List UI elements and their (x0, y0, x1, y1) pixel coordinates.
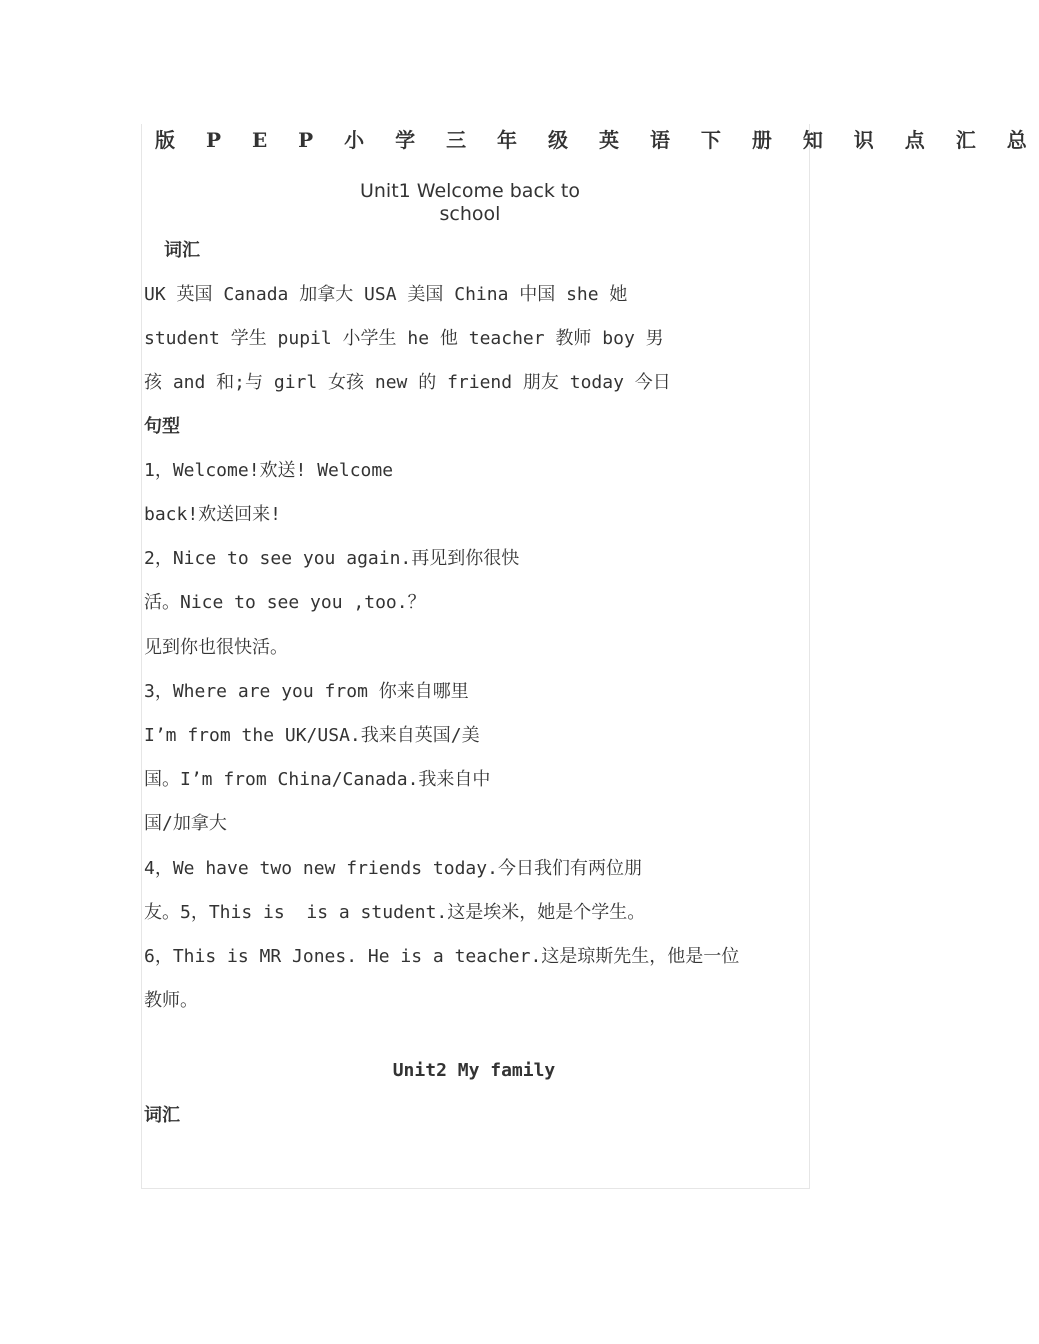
unit2-vocab-label: 词汇 (144, 1105, 180, 1126)
sentence-line-9: 国/加拿大 (144, 813, 227, 834)
unit1-vocab-line-3: 孩 and 和;与 girl 女孩 new 的 friend 朋友 today 今日 (144, 372, 671, 393)
sentence-line-6: 3，Where are you from 你来自哪里 (144, 681, 469, 702)
sentence-line-13: 教师。 (144, 990, 198, 1011)
sentence-line-5: 见到你也很快活。 (144, 637, 288, 658)
sentence-line-1: 1，Welcome!欢送! Welcome (144, 460, 394, 481)
unit2-heading: Unit2 My family (392, 1060, 556, 1081)
unit1-vocab-line-1: UK 英国 Canada 加拿大 USA 美国 China 中国 she 她 (144, 284, 628, 305)
sentence-line-3: 2，Nice to see you again.再见到你很快 (144, 548, 520, 569)
sentence-line-7: I’m from the UK/USA.我来自英国/美 (144, 725, 480, 746)
unit1-vocab-label: 词汇 (164, 240, 200, 261)
unit1-heading (300, 180, 640, 226)
sentence-line-10: 4，We have two new friends today.今日我们有两位朋 (144, 858, 642, 879)
unit1-sentence-label: 句型 (144, 416, 180, 437)
sentence-line-4: 活。Nice to see you ,too.？ (144, 592, 426, 613)
sentence-line-12: 6，This is MR Jones. He is a teacher.这是琼斯先生，他是一位 (144, 946, 740, 967)
unit1-heading-line1: Unit1 Welcome back to (359, 180, 581, 202)
sentence-line-8: 国。I’m from China/Canada.我来自中 (144, 769, 491, 790)
unit1-heading-line2: school (439, 203, 501, 225)
unit1-vocab-line-2: student 学生 pupil 小学生 he 他 teacher 教师 boy 男 (144, 328, 664, 349)
document-title: 版 P E P 小 学 三 年 级 英 语 下 册 知 识 点 汇 总 (155, 128, 1039, 152)
sentence-line-11: 友。5，This is is a student.这是埃米，她是个学生。 (144, 902, 646, 923)
sentence-line-2: back!欢送回来! (144, 504, 282, 525)
